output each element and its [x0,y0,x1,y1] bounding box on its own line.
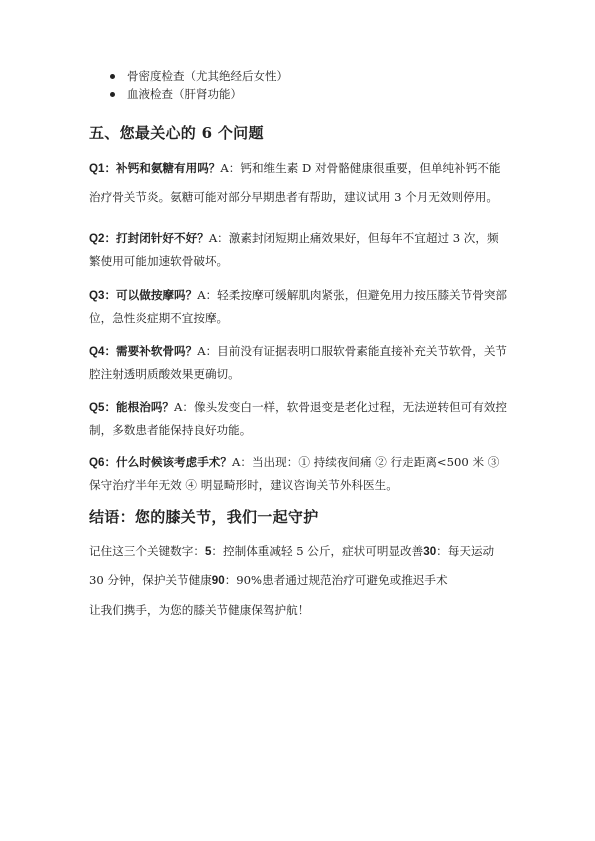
faq-question: Q1：补钙和氨糖有用吗？ [89,162,221,175]
faq-question: Q6：什么时候该考虑手术？ [89,456,232,469]
faq-item-6 [89,451,509,496]
faq-item-5 [89,396,509,441]
faq-item-3 [89,284,509,329]
faq-answer: A：轻柔按摩可缓解肌肉紧张，但避免用力按压膝关节骨突部位，急性炎症期不宜按摩。 [89,288,508,325]
list-item: 血液检查（肝肾功能） [107,85,288,103]
faq-answer: A：目前没有证据表明口服软骨素能直接补充关节软骨，关节腔注射透明质酸效果更确切。 [89,344,508,381]
key-number: 5 [204,545,212,558]
conclusion-intro: 记住这三个关键数字： [89,544,205,558]
faq-question: Q4：需要补软骨吗？ [89,345,198,358]
conclusion-paragraph [89,537,509,595]
faq-answer: A：钙和维生素 D 对骨骼健康很重要，但单纯补钙不能治疗骨关节炎。氨糖可能对部分早期患者有帮助，建议试用 3 个月无效则停用。 [89,161,501,204]
faq-question: Q5：能根治吗？ [89,401,175,414]
key-number: 90 [211,574,225,587]
faq-answer: A：像头发变白一样，软骨退变是老化过程，无法逆转但可有效控制，多数患者能保持良好功能。 [89,400,508,437]
section-heading-conclusion: 结语：您的膝关节，我们一起守护 [89,508,319,526]
checkup-list [107,67,288,103]
key-number-text: ：控制体重减轻 5 公斤，症状可明显改善 [211,544,424,558]
key-number: 30 [423,545,437,558]
faq-item-1 [89,154,509,211]
key-number-text: ：90%患者通过规范治疗可避免或推迟手术 [224,573,448,587]
faq-answer: A：激素封闭短期止痛效果好，但每年不宜超过 3 次，频繁使用可能加速软骨破坏。 [89,231,499,268]
faq-question: Q2：打封闭针好不好？ [89,232,209,245]
faq-question: Q3：可以做按摩吗？ [89,289,198,302]
faq-item-4 [89,340,509,385]
key-number-text: ：每天运动 30 分钟，保护关节健康 [89,544,495,587]
closing-line: 让我们携手，为您的膝关节健康保驾护航！ [89,603,310,617]
faq-answer: A：当出现：① 持续夜间痛 ② 行走距离<500 米 ③ 保守治疗半年无效 ④ 明显畸形时，建议咨询关节外科医生。 [89,455,500,492]
section-heading-faq: 五、您最关心的 6 个问题 [89,124,264,142]
faq-item-2 [89,227,509,272]
list-item: 骨密度检查（尤其绝经后女性） [107,67,288,85]
